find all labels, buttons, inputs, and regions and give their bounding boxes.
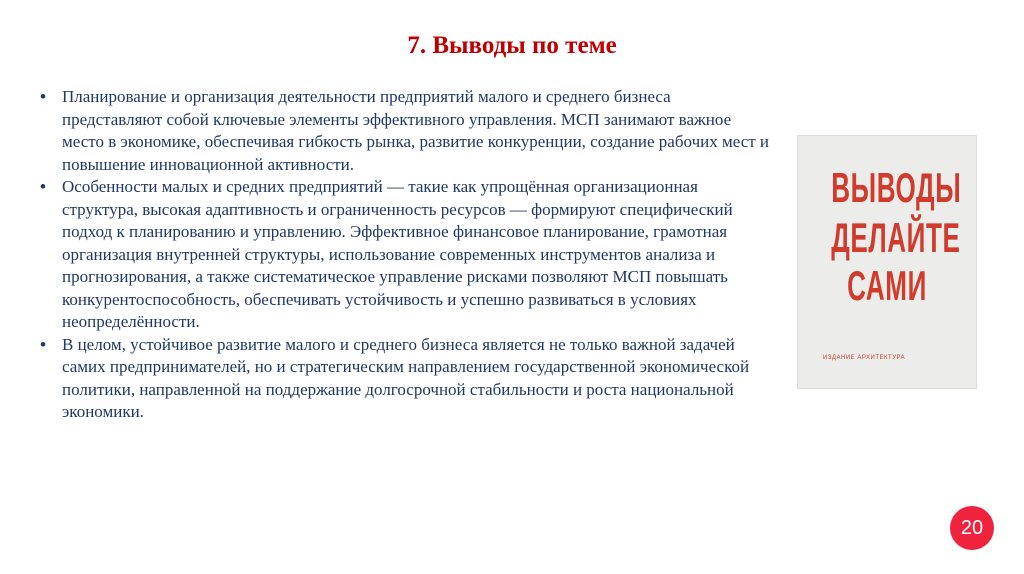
poster-line-3: САМИ: [847, 262, 927, 309]
bullet-item: [40, 334, 770, 424]
bullet-list: [40, 86, 770, 424]
bullet-icon: •: [40, 87, 46, 106]
bullet-icon: •: [40, 334, 46, 354]
page-number-badge: 20: [950, 506, 994, 550]
bullet-text: Особенности малых и средних предприятий — такие как упрощённая организационная структура, высокая адаптивность и ограниченность ресурсов — формируют специфический подход к планированию и управлению. Эффективное финансовое планирование, грамотная организация внутренней структуры, использование современных инструментов анализа и прогнозирования, а также систематическое управление рисками позволяют МСП повышать конкурентоспособность, обеспечивать устойчивость и успешно развиваться в условиях неопределённости.: [62, 177, 733, 331]
poster-image: [797, 135, 977, 389]
poster-line-1: ВЫВОДЫ: [831, 164, 962, 211]
bullet-item: [40, 86, 770, 176]
bullet-text: Планирование и организация деятельности предприятий малого и среднего бизнеса представляют собой ключевые элементы эффективного управления. МСП занимают важное место в экономике, обеспечивая гибкость рынка, развитие конкуренции, создание рабочих мест и повышение инновационной активности.: [62, 87, 770, 174]
bullet-item: [40, 176, 770, 334]
poster-caption: ИЗДАНИЕ АРХИТЕКТУРА: [823, 355, 906, 361]
slide-title: 7. Выводы по теме: [407, 32, 617, 59]
poster-line-2: ДЕЛАЙТЕ: [831, 214, 961, 261]
bullet-text: В целом, устойчивое развитие малого и среднего бизнеса является не только важной задачей самих предпринимателей, но и стратегическим направлением государственной экономической политики, направленной на поддержание долгосрочной стабильности и роста национальной экономики.: [62, 334, 750, 421]
bullet-icon: •: [40, 177, 46, 196]
